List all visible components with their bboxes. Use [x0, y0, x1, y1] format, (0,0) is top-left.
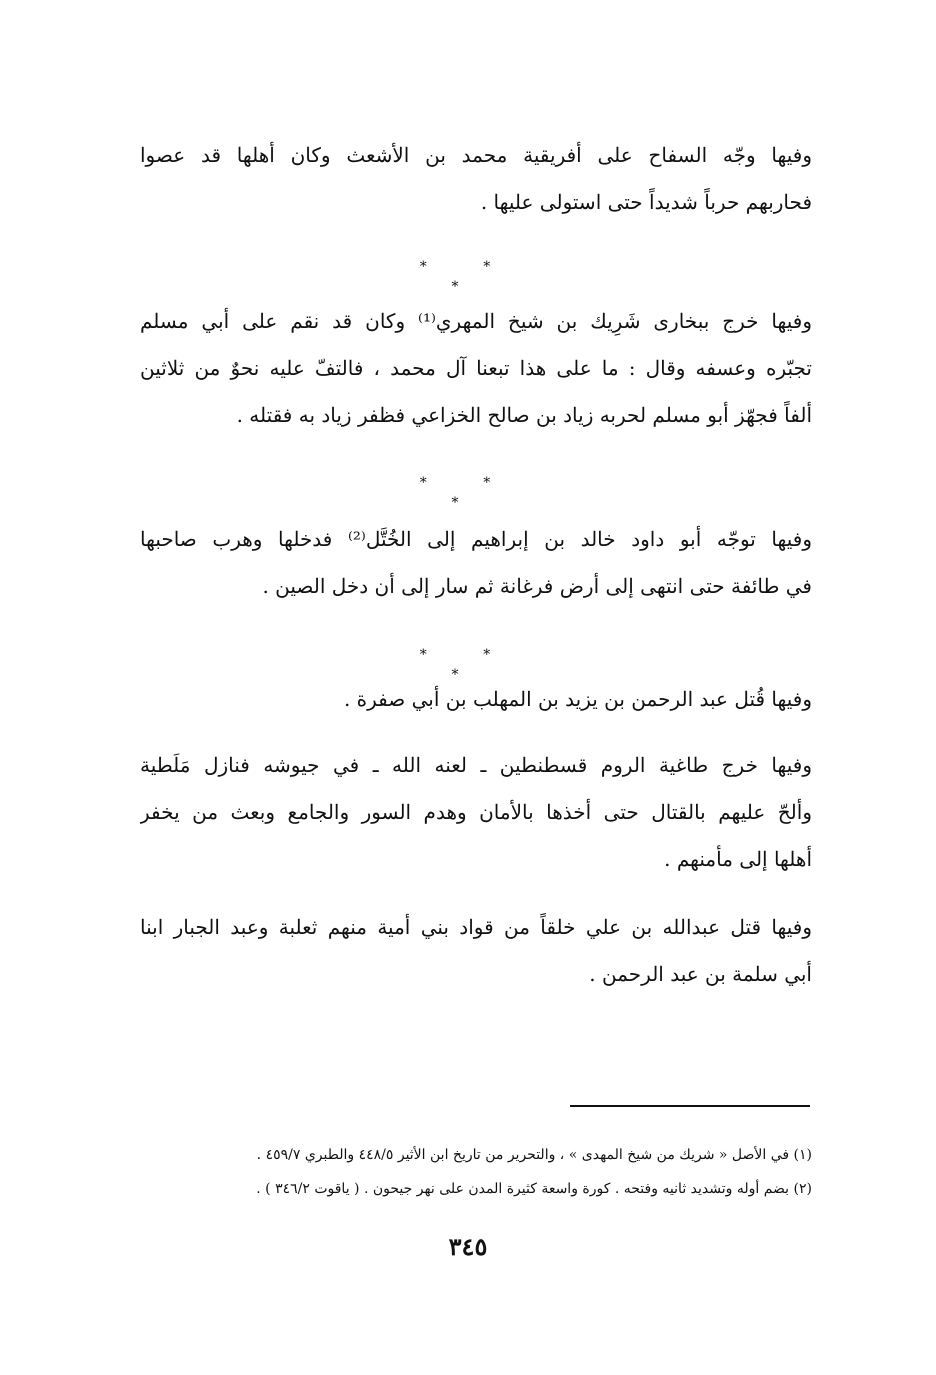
footnote-2: (٢) بضم أوله وتشديد ثانيه وفتحه . كورة واسعة كثيرة المدن على نهر جيحون . ( ياقوت ٣٤٦/٢ ) .	[256, 1181, 812, 1197]
paragraph-line: ألفاً فجهّز أبو مسلم لحربه زياد بن صالح الخزاعي فظفر زياد به فقتله .	[236, 403, 812, 427]
paragraph-2	[140, 298, 812, 439]
paragraph-line: في طائفة حتى انتهى إلى أرض فرغانة ثم سار إلى أن دخل الصين .	[262, 574, 812, 598]
paragraph-line: أبي سلمة بن عبد الرحمن .	[589, 962, 812, 986]
paragraph-line: وفيها توجّه أبو داود خالد بن إبراهيم إلى الخُتَّل⁽²⁾ فدخلها وهرب صاحبها	[140, 527, 812, 551]
paragraph-line: فحاربهم حرباً شديداً حتى استولى عليها .	[480, 190, 812, 214]
paragraph-line: وألحّ عليهم بالقتال حتى أخذها بالأمان وهدم السور والجامع وبعث من يخفر	[140, 800, 812, 824]
footnote-1: (١) في الأصل « شريك من شيخ المهدى » ، والتحرير من تاريخ ابن الأثير ٤٤٨/٥ والطبري ٤٥٩/٧ .	[256, 1147, 812, 1163]
section-separator: * * *	[419, 647, 517, 683]
paragraph-6	[140, 904, 812, 998]
footnotes	[140, 1138, 812, 1206]
paragraph-5	[140, 742, 812, 883]
paragraph-line: تجبّره وعسفه وقال : ما على هذا تبعنا آل محمد ، فالتفّ عليه نحوٌ من ثلاثين	[140, 356, 812, 380]
paragraph-line: وفيها قتل عبدالله بن علي خلقاً من قواد بني أمية منهم ثعلبة وعبد الجبار ابنا	[140, 915, 812, 939]
paragraph-4	[140, 676, 812, 723]
paragraph-3	[140, 516, 812, 610]
paragraph-line: وفيها وجّه السفاح على أفريقية محمد بن الأشعث وكان أهلها قد عصوا	[140, 143, 812, 167]
footnote-divider	[570, 1105, 810, 1107]
paragraph-line: وفيها خرج طاغية الروم قسطنطين ـ لعنه الله ـ في جيوشه فنازل مَلَطية	[140, 753, 812, 777]
page-number: ٣٤٥	[448, 1232, 488, 1261]
paragraph-line: وفيها قُتل عبد الرحمن بن يزيد بن المهلب بن أبي صفرة .	[343, 687, 812, 711]
paragraph-1	[140, 132, 812, 226]
section-separator: * * *	[419, 475, 517, 511]
section-separator: * * *	[419, 259, 517, 295]
paragraph-line: أهلها إلى مأمنهم .	[664, 847, 812, 871]
paragraph-line: وفيها خرج ببخارى شَرِيك بن شيخ المهري⁽¹⁾ وكان قد نقم على أبي مسلم	[140, 309, 812, 333]
